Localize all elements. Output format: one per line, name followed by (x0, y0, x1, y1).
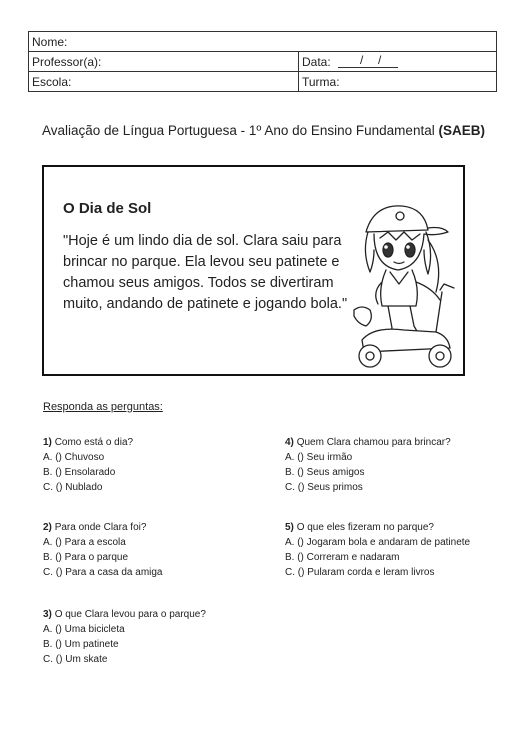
story-text: "Hoje é um lindo dia de sol. Clara saiu para brincar no parque. Ela levou seu patinete e chamou seus amigos. Todos se divertiram muito, andando de patinete e jogando bola." (63, 233, 348, 312)
question-number: 5) (285, 522, 294, 533)
page-title (0, 123, 527, 138)
answer-option[interactable]: C. () Seus primos (285, 482, 363, 493)
answer-option[interactable]: A. () Uma bicicleta (43, 624, 125, 635)
question-text: Como está o dia? (54, 437, 134, 448)
answer-option[interactable]: B. () Correram e nadaram (285, 552, 400, 563)
question-text: Quem Clara chamou para brincar? (296, 437, 451, 448)
answer-option[interactable]: A. () Jogaram bola e andaram de patinete (285, 537, 471, 548)
question-number: 1) (43, 437, 52, 448)
answer-option[interactable]: B. () Um patinete (43, 639, 119, 650)
question-text: O que eles fizeram no parque? (296, 522, 434, 533)
story-box (42, 165, 465, 376)
question-5 (285, 520, 470, 580)
question-1 (43, 435, 133, 495)
answer-option[interactable]: C. () Um skate (43, 654, 108, 665)
instructions: Responda as perguntas: (43, 401, 163, 413)
question-3 (43, 607, 206, 667)
girl-on-scooter-illustration (344, 192, 462, 370)
answer-option[interactable]: A. () Para a escola (43, 537, 126, 548)
date-slash-2: / (378, 53, 382, 68)
school-label: Escola: (32, 74, 72, 89)
question-number: 2) (43, 522, 52, 533)
question-number: 4) (285, 437, 294, 448)
answer-option[interactable]: B. () Seus amigos (285, 467, 365, 478)
question-4 (285, 435, 451, 495)
name-field[interactable] (29, 32, 497, 52)
date-line (338, 53, 398, 68)
answer-option[interactable]: A. () Chuvoso (43, 452, 105, 463)
header-table (28, 31, 497, 92)
title-emphasis: (SAEB) (438, 123, 485, 138)
teacher-label: Professor(a): (32, 54, 102, 69)
school-field[interactable] (29, 72, 299, 92)
date-label: Data: (302, 54, 331, 69)
story-title: O Dia de Sol (63, 200, 152, 217)
name-label: Nome: (32, 34, 68, 49)
title-text: Avaliação de Língua Portuguesa - 1º Ano do Ensino Fundamental (42, 123, 435, 138)
question-text: O que Clara levou para o parque? (54, 609, 206, 620)
teacher-field[interactable] (29, 52, 299, 72)
answer-option[interactable]: C. () Pularam corda e leram livros (285, 567, 435, 578)
answer-option[interactable]: B. () Para o parque (43, 552, 129, 563)
answer-option[interactable]: B. () Ensolarado (43, 467, 116, 478)
answer-option[interactable]: C. () Nublado (43, 482, 103, 493)
date-slash-1: / (360, 53, 364, 68)
date-field[interactable] (299, 52, 497, 72)
question-number: 3) (43, 609, 52, 620)
class-field[interactable] (299, 72, 497, 92)
question-text: Para onde Clara foi? (54, 522, 147, 533)
answer-option[interactable]: C. () Para a casa da amiga (43, 567, 163, 578)
class-label: Turma: (302, 74, 340, 89)
answer-option[interactable]: A. () Seu irmão (285, 452, 353, 463)
question-2 (43, 520, 163, 580)
